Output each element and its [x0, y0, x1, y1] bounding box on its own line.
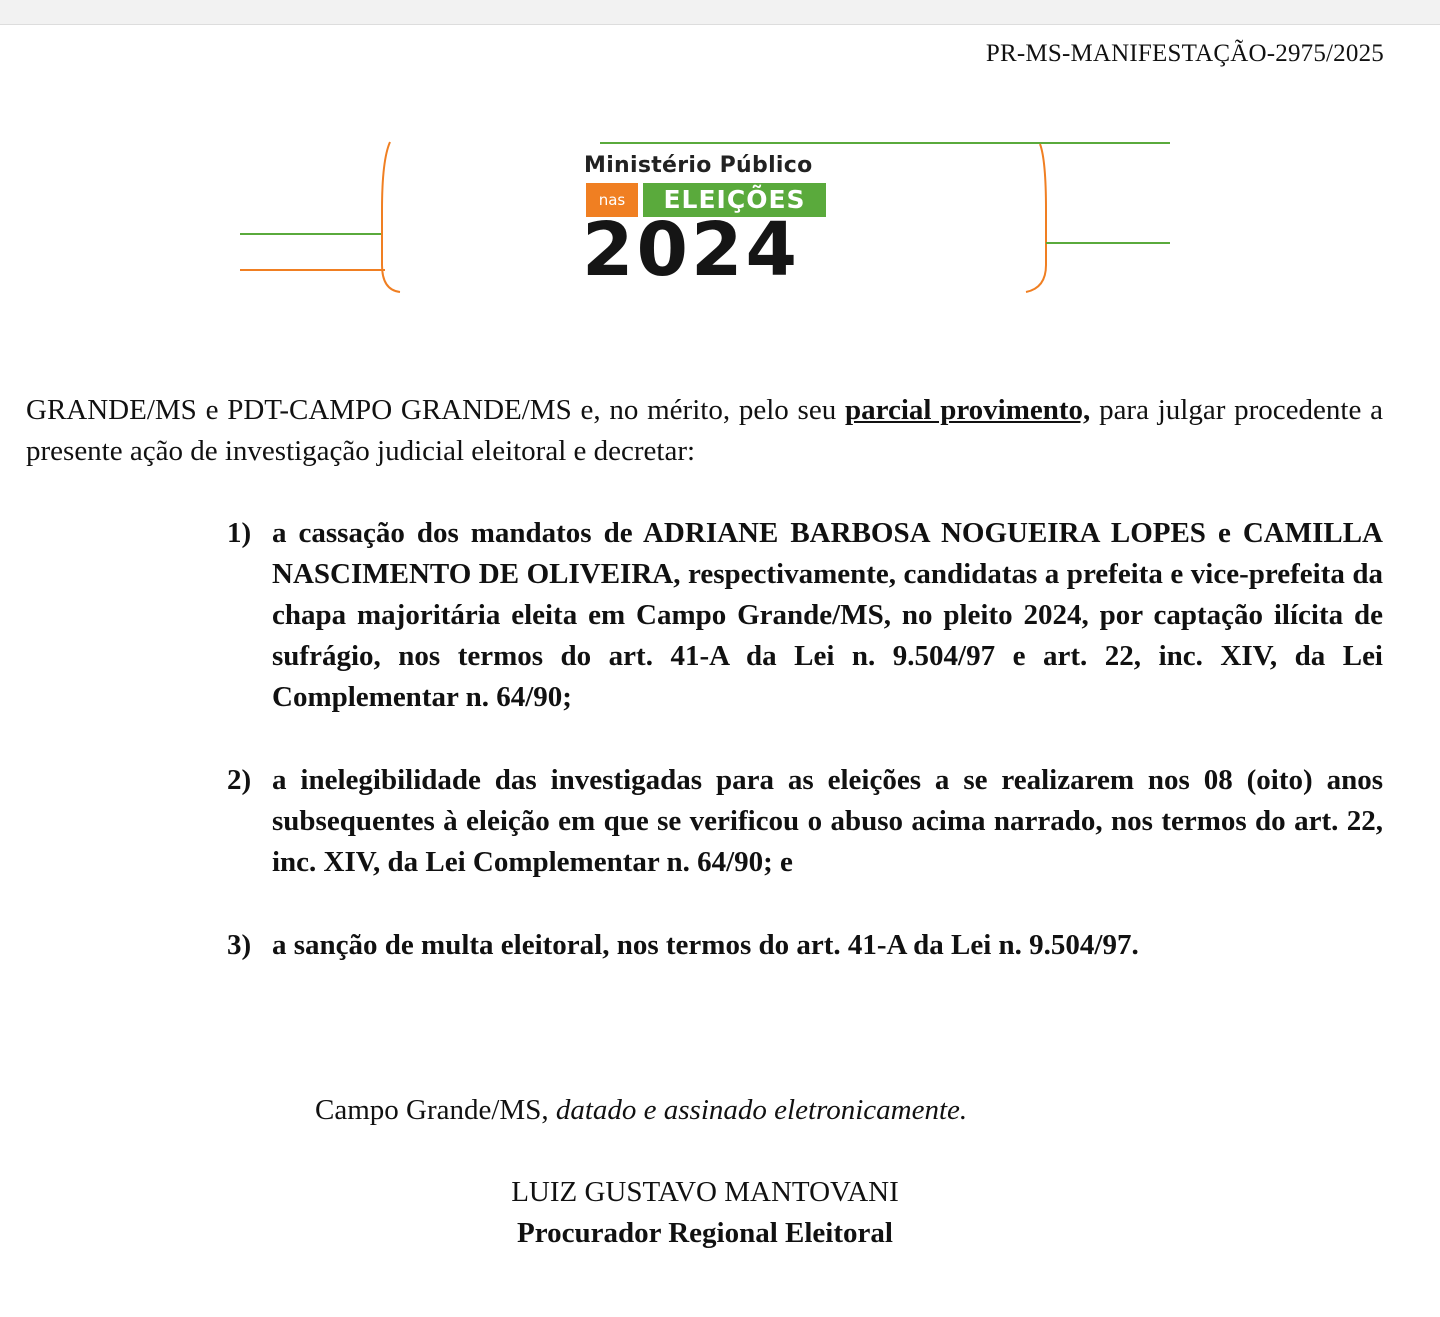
- list-item-number: 1): [227, 517, 252, 549]
- closing-line: [315, 1090, 967, 1130]
- list-item-text: a inelegibilidade das investigadas para as eleições a se realizarem nos 08 (oito) anos subsequentes à eleição em que se verificou o abuso acima narrado, nos termos do art. 22, inc. XIV, da Lei Complementar n. 64/90; e: [272, 764, 1383, 878]
- logo-title: Ministério Público: [584, 153, 813, 178]
- signature-name: LUIZ GUSTAVO MANTOVANI: [511, 1176, 899, 1208]
- list-item: [227, 925, 1383, 966]
- list-item: [227, 513, 1383, 718]
- list-item-text: a cassação dos mandatos de ADRIANE BARBOSA NOGUEIRA LOPES e CAMILLA NASCIMENTO DE OLIVEIRA, respectivamente, candidatas a prefeita e vice-prefeita da chapa majoritária eleita em Campo Grande/MS, no pleito 2024, por captação ilícita de sufrágio, nos termos do art. 41-A da Lei n. 9.504/97 e art. 22, inc. XIV, da Lei Complementar n. 64/90;: [272, 517, 1383, 713]
- intro-emphasis: parcial provimento,: [844, 394, 1091, 426]
- list-item: [227, 760, 1383, 883]
- browser-top-bar: [0, 0, 1440, 25]
- logo-year: 2024: [582, 207, 800, 293]
- intro-text-after: para julgar procedente a presente ação de investigação judicial eleitoral e decretar:: [26, 394, 1383, 467]
- list-item-number: 2): [227, 764, 252, 796]
- logo-nas-badge: nas: [586, 183, 638, 217]
- closing-place: Campo Grande/MS,: [315, 1094, 556, 1126]
- list-item-text: a sanção de multa eleitoral, nos termos do art. 41-A da Lei n. 9.504/97.: [272, 929, 1139, 961]
- intro-paragraph: [26, 390, 1383, 472]
- decree-list: [227, 513, 1383, 966]
- signature-role: Procurador Regional Eleitoral: [517, 1217, 893, 1249]
- document-id: PR-MS-MANIFESTAÇÃO-2975/2025: [985, 40, 1384, 67]
- intro-text-before: GRANDE/MS e PDT-CAMPO GRANDE/MS e, no mérito, pelo seu: [26, 394, 845, 426]
- closing-dated: datado e assinado eletronicamente.: [555, 1094, 968, 1126]
- logo-eleicoes-badge: ELEIÇÕES: [643, 183, 826, 217]
- list-item-number: 3): [227, 929, 252, 961]
